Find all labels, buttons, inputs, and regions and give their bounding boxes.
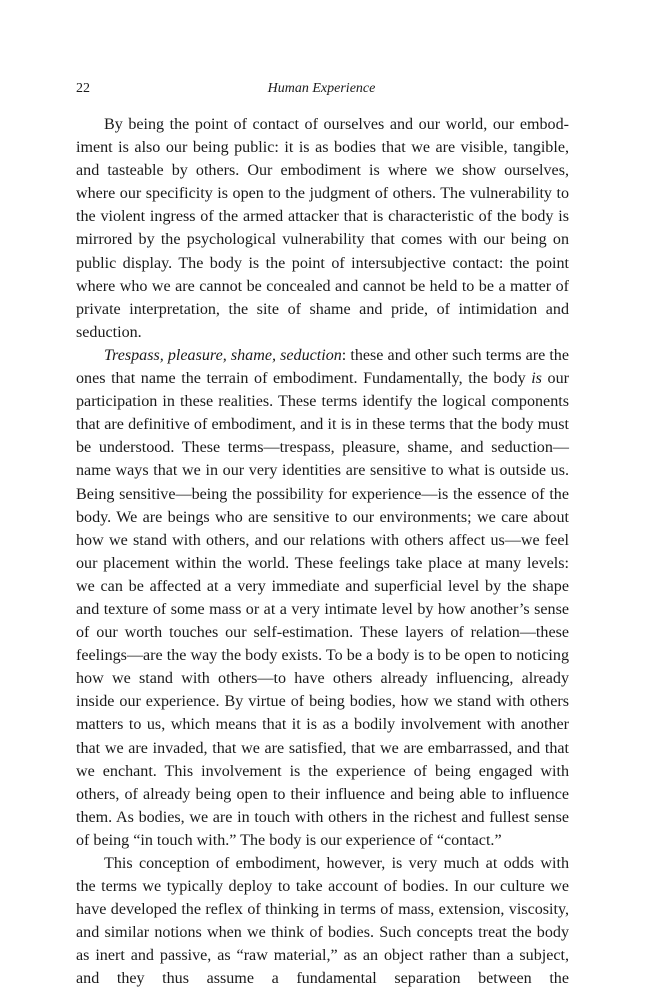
paragraph-2: [76, 344, 569, 852]
running-head: [76, 79, 567, 99]
paragraph-2-lead-after: : these and other such terms are the ones that name the terrain of embodiment. Fundamentally, the body: [76, 346, 569, 388]
paragraph-2-text: our participation in these realities. These terms identify the logical components that are definitive of embodiment, and it is in these terms that the body must be understood. These terms—trespass, pleasure, shame, and seduction—name ways that we in our very identities are sensitive to what is outside us. Being sensitive—being the possibility for experience—is the essence of the body. We are beings who are sensitive to our environments; we care about how we stand with others, and our relations with others affect us—we feel our placement within the world. These feelings take place at many levels: we can be affected at a very immediate and superficial level by the shape and texture of some mass or at a very intimate level by how another’s sense of our worth touches our self-estimation. These layers of relation—these feelings—are the way the body exists. To be a body is to be open to noticing how we stand with others—to have others already influencing, already inside our experience. By virtue of being bodies, how we stand with others matters to us, which means that it is as a bodily involvement with another that we are invaded, that we are satisfied, that we are embarrassed, and that we enchant. This involvement is the experience of being engaged with others, of already being open to their influence and being able to influence them. As bodies, we are in touch with others in the richest and fullest sense of being “in touch with.” The body is our experience of “contact.”: [76, 370, 569, 849]
page-number: 22: [76, 81, 90, 96]
running-title: Human Experience: [267, 81, 376, 96]
paragraph-3: This conception of embodiment, however, is very much at odds with the terms we typically deploy to take account of bodies. In our culture we have developed the reflex of thinking in terms of mass, extension, viscosity, and similar notions when we think of bodies. Such concepts treat the body as inert and passive, as “raw material,” as an object rather than a subject, and they thus assume a fundamental separation between the: [76, 855, 569, 988]
body-text: [76, 113, 569, 991]
paragraph-2-emphasis-is: is: [531, 370, 542, 388]
paragraph-1: By being the point of contact of ourselves and our world, our embodiment is also our being public: it is as bodies that we are visible, tangible, and tasteable by others. Our embodiment is where we show ourselves, where our specificity is open to the judgment of others. The vulnerability to the violent ingress of the armed attacker that is characteristic of the body is mirrored by the psychological vulnerability that comes with our being on public display. The body is the point of intersubjective contact: the point where who we are cannot be concealed and cannot be held to be a matter of private interpretation, the site of shame and pride, of intimidation and seduction.: [76, 116, 569, 341]
paragraph-2-lead-italic: Trespass, pleasure, shame, seduction: [104, 346, 342, 364]
